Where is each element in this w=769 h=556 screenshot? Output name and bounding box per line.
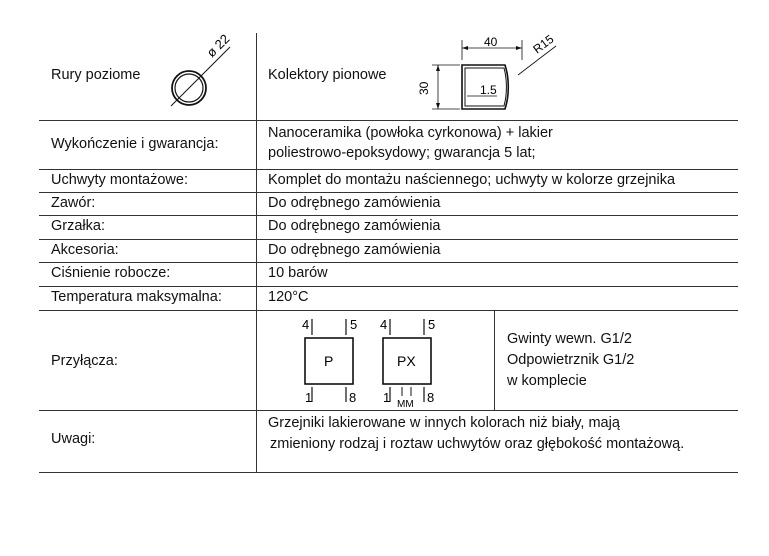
row-label-connections: Przyłącza:: [51, 353, 118, 369]
connections-note-line1: Gwinty wewn. G1/2: [507, 331, 632, 347]
row-label-brackets: Uchwyty montażowe:: [51, 172, 188, 188]
heater-value: Do odrębnego zamówienia: [268, 218, 441, 234]
table-divider: [39, 192, 738, 193]
notes-value-line2: zmieniony rodzaj i roztaw uchwytów oraz głębokość montażową.: [270, 436, 685, 452]
table-divider: [39, 262, 738, 263]
table-divider: [39, 410, 738, 411]
pin-mm-label: MM: [397, 399, 414, 410]
table-divider: [39, 472, 738, 473]
table-divider: [39, 215, 738, 216]
row-label-temperature: Temperatura maksymalna:: [51, 289, 222, 305]
table-divider: [39, 239, 738, 240]
table-divider: [39, 169, 738, 170]
temperature-value: 120°C: [268, 289, 309, 305]
accessories-value: Do odrębnego zamówienia: [268, 242, 441, 258]
pin-1-label: 1: [383, 390, 391, 405]
column-divider: [256, 33, 257, 472]
connections-note-line3: w komplecie: [507, 373, 587, 389]
table-divider: [39, 310, 738, 311]
table-divider: [39, 286, 738, 287]
pipe-diameter-label: ø 22: [203, 31, 233, 61]
row-label-finish: Wykończenie i gwarancja:: [51, 136, 219, 152]
pin-8-label: 8: [427, 390, 435, 405]
pin-5-label: 5: [428, 317, 436, 332]
dim-width-label: 40: [484, 35, 498, 49]
pin-1-label: 1: [305, 390, 313, 405]
pin-8-label: 8: [349, 390, 357, 405]
box-px-label: PX: [397, 353, 416, 369]
pressure-value: 10 barów: [268, 265, 328, 281]
collectors-label: Kolektory pionowe: [268, 67, 387, 83]
row-label-accessories: Akcesoria:: [51, 242, 119, 258]
row-label-notes: Uwagi:: [51, 431, 96, 447]
collector-profile-drawing: [410, 30, 570, 120]
finish-value-line1: Nanoceramika (powłoka cyrkonowa) + lakier: [268, 125, 553, 141]
row-label-valve: Zawór:: [51, 195, 96, 211]
column-divider: [494, 310, 495, 410]
box-p-label: P: [324, 353, 334, 369]
dim-height-label: 30: [417, 81, 431, 95]
brackets-value: Komplet do montażu naściennego; uchwyty w kolorze grzejnika: [268, 172, 676, 188]
row-label-horizontal-pipes: Rury poziome: [51, 67, 141, 83]
row-label-heater: Grzałka:: [51, 218, 105, 234]
dim-radius-label: R15: [530, 31, 557, 57]
pin-4-label: 4: [302, 317, 310, 332]
pipe-diameter-drawing: [160, 30, 250, 120]
dim-wall-label: 1.5: [480, 83, 497, 97]
connection-schema-drawing: [298, 312, 448, 408]
pin-4-label: 4: [380, 317, 388, 332]
pin-5-label: 5: [350, 317, 358, 332]
row-label-pressure: Ciśnienie robocze:: [51, 265, 171, 281]
table-divider: [39, 120, 738, 121]
finish-value-line2: poliestrowo-epoksydowy; gwarancja 5 lat;: [268, 145, 536, 161]
connections-note-line2: Odpowietrznik G1/2: [507, 352, 635, 368]
notes-value-line1: Grzejniki lakierowane w innych kolorach niż biały, mają: [268, 415, 620, 431]
valve-value: Do odrębnego zamówienia: [268, 195, 441, 211]
